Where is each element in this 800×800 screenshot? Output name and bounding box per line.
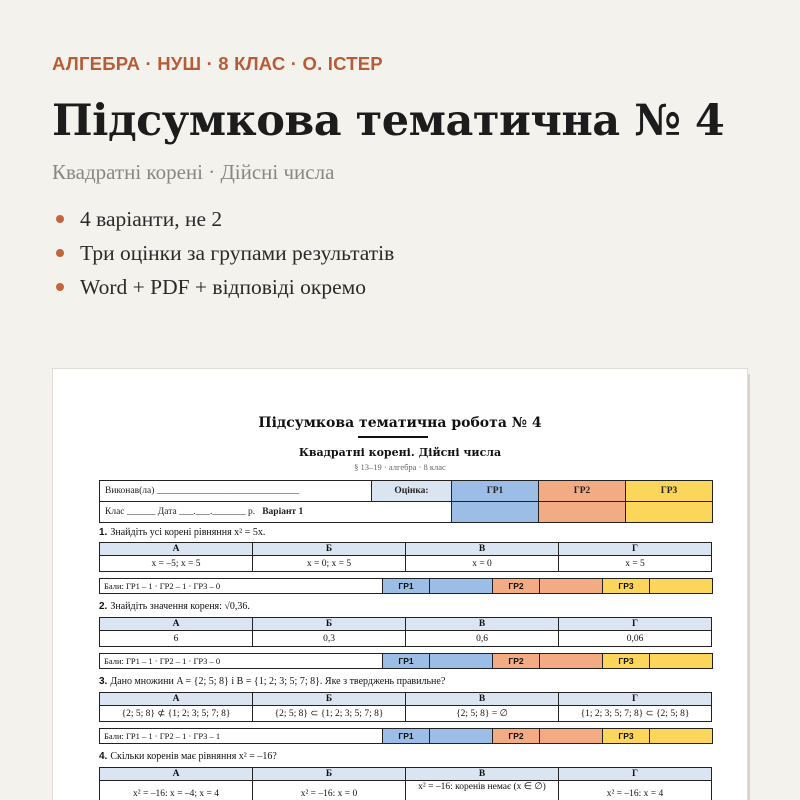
gr2-cell bbox=[540, 654, 603, 669]
option-label: А bbox=[100, 768, 253, 781]
option-label: Б bbox=[253, 618, 406, 631]
class-date-text: Клас ______ Дата ___.___._______ р. bbox=[105, 507, 256, 517]
options-table-1 bbox=[99, 542, 712, 572]
feature-item bbox=[52, 270, 394, 304]
question-4 bbox=[99, 751, 277, 762]
bullet-dot-icon bbox=[56, 215, 64, 223]
question-1 bbox=[99, 527, 265, 538]
option-answer: {2; 5; 8} ⊄ {1; 2; 3; 5; 7; 8} bbox=[100, 706, 253, 722]
option-label: А bbox=[100, 693, 253, 706]
question-number: 1. bbox=[99, 527, 108, 538]
question-number: 3. bbox=[99, 676, 108, 687]
score-row-1 bbox=[99, 578, 713, 594]
gr2-tag: ГР2 bbox=[493, 729, 540, 744]
gr2-grade-cell bbox=[539, 502, 626, 523]
gr3-tag: ГР3 bbox=[603, 729, 650, 744]
feature-text: 4 варіанти, не 2 bbox=[80, 206, 223, 231]
question-text: Скільки коренів має рівняння x² = –16? bbox=[110, 751, 277, 762]
question-number: 2. bbox=[99, 601, 108, 612]
option-answer: 0,3 bbox=[253, 631, 406, 647]
option-label: Б bbox=[253, 693, 406, 706]
gr3-cell bbox=[650, 579, 713, 594]
gr3-header: ГР3 bbox=[626, 481, 713, 502]
page-subtitle: Квадратні корені · Дійсні числа bbox=[52, 160, 335, 184]
gr1-cell bbox=[430, 729, 493, 744]
option-label: Г bbox=[559, 693, 712, 706]
gr1-cell bbox=[430, 579, 493, 594]
option-answer: x² = –16: x = 0 bbox=[253, 781, 406, 800]
feature-list bbox=[52, 202, 394, 304]
option-answer: 6 bbox=[100, 631, 253, 647]
option-label: В bbox=[406, 768, 559, 781]
gr2-cell bbox=[540, 579, 603, 594]
option-answer: x = 0; x = 5 bbox=[253, 556, 406, 572]
gr3-cell bbox=[650, 654, 713, 669]
option-label: Б bbox=[253, 543, 406, 556]
page-title: Підсумкова тематична № 4 bbox=[52, 96, 725, 146]
option-label: В bbox=[406, 693, 559, 706]
score-text: Бали: ГР1 – 1 · ГР2 – 1 · ГР3 – 1 bbox=[100, 729, 383, 744]
question-text: Дано множини A = {2; 5; 8} і B = {1; 2; 3; 5; 7; 8}. Яке з тверджень правильне? bbox=[110, 676, 446, 687]
option-label: Г bbox=[559, 543, 712, 556]
question-3 bbox=[99, 676, 445, 687]
option-answer: 0,6 bbox=[406, 631, 559, 647]
gr1-tag: ГР1 bbox=[383, 654, 430, 669]
option-label: В bbox=[406, 543, 559, 556]
gr3-tag: ГР3 bbox=[603, 654, 650, 669]
gr3-cell bbox=[650, 729, 713, 744]
title-underline bbox=[358, 436, 428, 438]
option-answer: x = 5 bbox=[559, 556, 712, 572]
option-answer: x² = –16: x = –4; x = 4 bbox=[100, 781, 253, 800]
gr1-tag: ГР1 bbox=[383, 729, 430, 744]
question-2 bbox=[99, 601, 250, 612]
option-label: А bbox=[100, 618, 253, 631]
document-section: § 13–19 · алгебра · 8 клас bbox=[354, 462, 446, 472]
performer-field: Виконав(ла) ______________________________ bbox=[100, 481, 372, 502]
student-header-table bbox=[99, 480, 713, 523]
score-text: Бали: ГР1 – 1 · ГР2 – 1 · ГР3 – 0 bbox=[100, 654, 383, 669]
score-text: Бали: ГР1 – 1 · ГР2 – 1 · ГР3 – 0 bbox=[100, 579, 383, 594]
grade-label: Оцінка: bbox=[372, 481, 452, 502]
kicker: АЛГЕБРА · НУШ · 8 КЛАС · О. ІСТЕР bbox=[52, 53, 383, 74]
gr1-grade-cell bbox=[452, 502, 539, 523]
bullet-dot-icon bbox=[56, 283, 64, 291]
gr2-cell bbox=[540, 729, 603, 744]
feature-text: Три оцінки за групами результатів bbox=[80, 240, 395, 265]
options-table-3 bbox=[99, 692, 712, 722]
question-text: Знайдіть усі корені рівняння x² = 5x. bbox=[110, 527, 266, 538]
option-answer: 0,06 bbox=[559, 631, 712, 647]
feature-item bbox=[52, 236, 394, 270]
question-number: 4. bbox=[99, 751, 108, 762]
gr2-tag: ГР2 bbox=[493, 654, 540, 669]
bullet-dot-icon bbox=[56, 249, 64, 257]
option-answer: x = 0 bbox=[406, 556, 559, 572]
document-subtitle: Квадратні корені. Дійсні числа bbox=[298, 446, 502, 459]
options-table-4 bbox=[99, 767, 712, 800]
option-answer: {1; 2; 3; 5; 7; 8} ⊂ {2; 5; 8} bbox=[559, 706, 712, 722]
option-answer: x = –5; x = 5 bbox=[100, 556, 253, 572]
gr3-tag: ГР3 bbox=[603, 579, 650, 594]
question-text: Знайдіть значення кореня: √0,36. bbox=[110, 601, 250, 612]
options-table-2 bbox=[99, 617, 712, 647]
gr3-grade-cell bbox=[626, 502, 713, 523]
option-answer: {2; 5; 8} ⊂ {1; 2; 3; 5; 7; 8} bbox=[253, 706, 406, 722]
option-answer: x² = –16: коренів немає (x ∈ ∅) bbox=[406, 781, 559, 800]
option-answer: x² = –16: x = 4 bbox=[559, 781, 712, 800]
option-label: А bbox=[100, 543, 253, 556]
gr1-header: ГР1 bbox=[452, 481, 539, 502]
option-label: Г bbox=[559, 768, 712, 781]
option-answer: {2; 5; 8} = ∅ bbox=[406, 706, 559, 722]
gr2-tag: ГР2 bbox=[493, 579, 540, 594]
gr1-cell bbox=[430, 654, 493, 669]
gr2-header: ГР2 bbox=[539, 481, 626, 502]
option-label: Б bbox=[253, 768, 406, 781]
gr1-tag: ГР1 bbox=[383, 579, 430, 594]
document-title: Підсумкова тематична робота № 4 bbox=[258, 415, 542, 431]
option-label: В bbox=[406, 618, 559, 631]
variant-label: Варіант 1 bbox=[262, 507, 304, 517]
feature-item bbox=[52, 202, 394, 236]
score-row-2 bbox=[99, 653, 713, 669]
score-row-3 bbox=[99, 728, 713, 744]
class-date-field bbox=[100, 502, 452, 523]
option-label: Г bbox=[559, 618, 712, 631]
feature-text: Word + PDF + відповіді окремо bbox=[80, 274, 366, 299]
document-preview bbox=[52, 368, 748, 800]
